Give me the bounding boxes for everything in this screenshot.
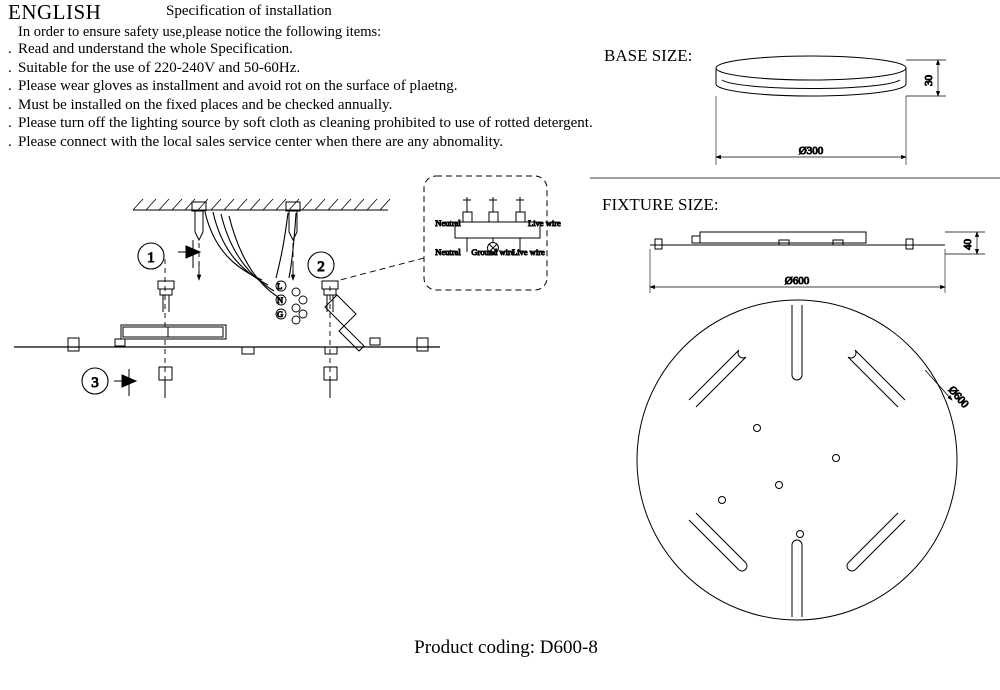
instruction-text: Please turn off the lighting source by soft cloth as cleaning prohibited to use of rotted detergent.	[18, 115, 593, 131]
bullet-icon: .	[8, 96, 12, 113]
instruction-text: Must be installed on the fixed places and be checked annually.	[18, 96, 393, 113]
terminal-label-g: G	[277, 309, 284, 319]
terminal-label-n: N	[277, 295, 284, 305]
instruction-text: Suitable for the use of 220-240V and 50-60Hz.	[18, 59, 301, 76]
intro-text: In order to ensure safety use,please notice the following items:	[18, 24, 382, 40]
terminal-label-l: L	[277, 281, 283, 291]
bullet-icon: .	[8, 78, 12, 94]
wiring-label-live-bottom: Live wire	[512, 247, 545, 257]
fixture-size-label: FIXTURE SIZE:	[602, 195, 719, 214]
bullet-icon: .	[8, 133, 12, 150]
specification-title: Specification of installation	[166, 3, 332, 19]
fixture-diameter-text: Ø600	[784, 275, 810, 287]
bullet-icon: .	[8, 41, 12, 57]
wiring-label-neutral-top: Neutral	[435, 218, 461, 228]
wiring-label-ground: Ground wire	[471, 247, 515, 257]
bullet-icon: .	[8, 115, 12, 131]
language-title: ENGLISH	[8, 0, 102, 24]
instruction-text: Please wear gloves as installment and avoid rot on the surface of plaetng.	[18, 78, 458, 94]
plate-diameter-text: Ø600	[945, 384, 971, 411]
base-diameter-text: Ø300	[798, 145, 824, 157]
wiring-label-live-top: Live wire	[528, 218, 561, 228]
fixture-height-text: 40	[962, 239, 974, 250]
instruction-text: Read and understand the whole Specification.	[18, 41, 293, 57]
instruction-text: Please connect with the local sales service center when there are any abnomality.	[18, 133, 504, 150]
wiring-label-neutral-bottom: Neutral	[435, 247, 461, 257]
product-coding-text: Product coding: D600-8	[414, 637, 598, 658]
base-height-text: 30	[923, 75, 935, 86]
step-number: 1	[147, 250, 155, 266]
base-size-label: BASE SIZE:	[604, 46, 693, 65]
step-number: 2	[317, 259, 325, 275]
bullet-icon: .	[8, 59, 12, 76]
step-number: 3	[91, 375, 99, 391]
